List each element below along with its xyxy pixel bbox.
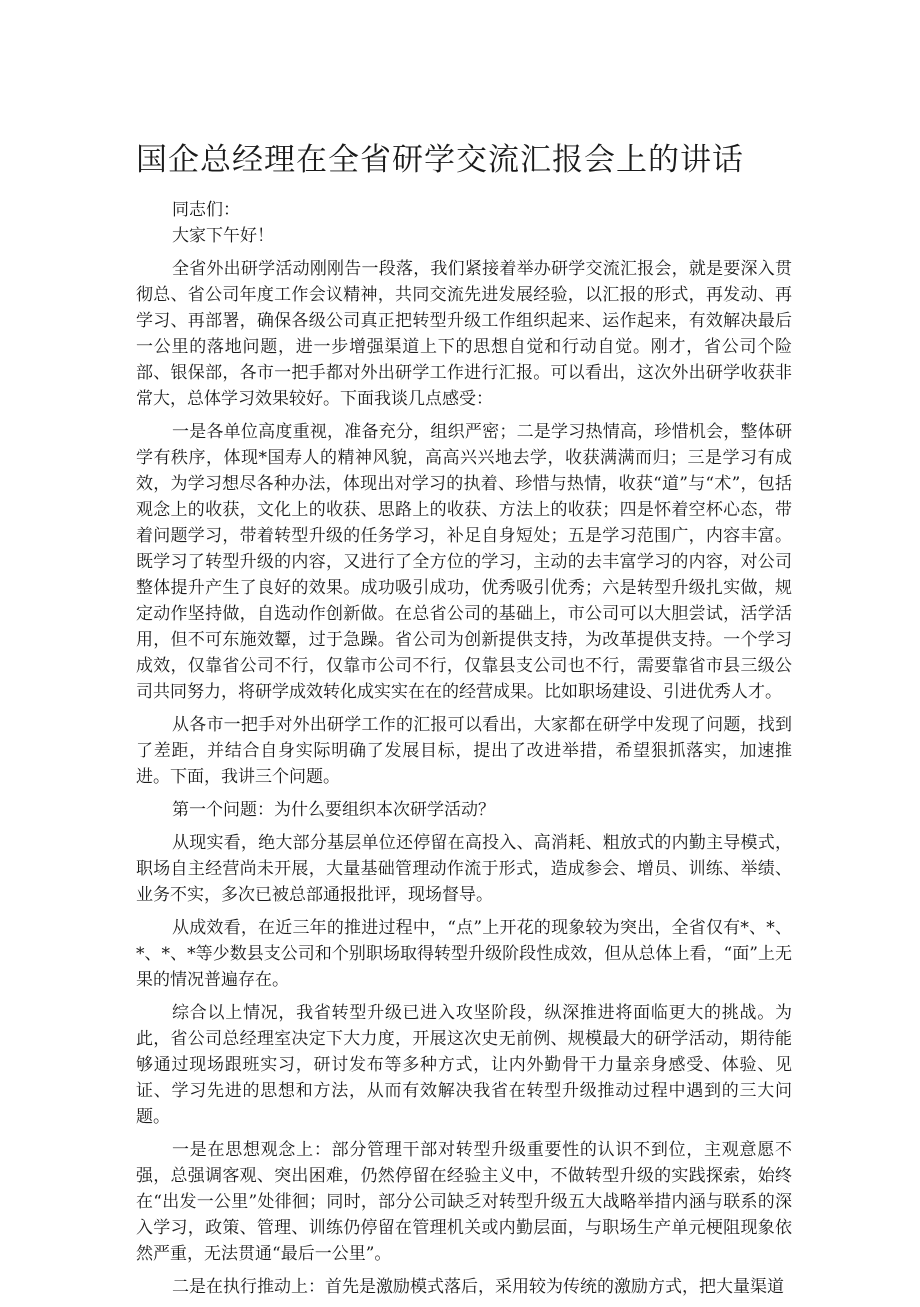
document-title: 国企总经理在全省研学交流汇报会上的讲话 — [136, 142, 744, 178]
section-heading: 第一个问题：为什么要组织本次研学活动？ — [172, 800, 495, 820]
body-paragraph: 一是各单位高度重视，准备充分，组织严密；二是学习热情高，珍惜机会，整体研学有秩序，体现*国寿人的精神风貌，高高兴兴地去学，收获满满而归；三是学习有成效，为学习想尽各种办法，体现出对学习的执着、珍惜与热情，收获“道”与“术”，包括观念上的收获，文化上的收获、思路上的收获、方法上的收获；四是怀着空杯心态，带着问题学习，带着转型升级的任务学习，补足自身短处；五是学习范围广，内容丰富。既学习了转型升级的内容，又进行了全方位的学习，主动的去丰富学习的内容，对公司整体提升产生了良好的效果。成功吸引成功，优秀吸引优秀；六是转型升级扎实做，规定动作坚持做，自选动作创新做。在总省公司的基础上，市公司可以大胆尝试，活学活用，但不可东施效颦，过于急躁。省公司为创新提供支持，为改革提供支持。一个学习成效，仅靠省公司不行，仅靠市公司不行，仅靠县支公司也不行，需要靠省市县三级公司共同努力，将研学成效转化成实实在在的经营成果。比如职场建设、引进优秀人才。 — [136, 422, 792, 702]
body-paragraph: 二是在执行推动上：首先是激励模式落后，采用较为传统的激励方式，把大量渠道 — [172, 1277, 784, 1297]
salutation: 同志们： — [172, 200, 240, 220]
body-paragraph: 从现实看，绝大部分基层单位还停留在高投入、高消耗、粗放式的内勤主导模式，职场自主经营尚未开展，大量基础管理动作流于形式，造成参会、增员、训练、举绩、业务不实，多次已被总部通报批评，现场督导。 — [136, 833, 792, 905]
body-paragraph: 全省外出研学活动刚刚告一段落，我们紧接着举办研学交流汇报会，就是要深入贯彻总、省公司年度工作会议精神，共同交流先进发展经验，以汇报的形式，再发动、再学习、再部署，确保各级公司真正把转型升级工作组织起来、运作起来，有效解决最后一公里的落地问题，进一步增强渠道上下的思想自觉和行动自觉。刚才，省公司个险部、银保部，各市一把手都对外出研学工作进行汇报。可以看出，这次外出研学收获非常大，总体学习效果较好。下面我谈几点感受： — [136, 259, 792, 409]
body-paragraph: 综合以上情况，我省转型升级已进入攻坚阶段，纵深推进将面临更大的挑战。为此，省公司总经理室决定下大力度，开展这次史无前例、规模最大的研学活动，期待能够通过现场跟班实习，研讨发布等多种方式，让内外勤骨干力量亲身感受、体验、见证、学习先进的思想和方法，从而有效解决我省在转型升级推动过程中遇到的三大问题。 — [136, 1003, 792, 1127]
body-paragraph: 一是在思想观念上：部分管理干部对转型升级重要性的认识不到位，主观意愿不强，总强调客观、突出困难，仍然停留在经验主义中，不做转型升级的实践探索，始终在“出发一公里”处徘徊；同时，部分公司缺乏对转型升级五大战略举措内涵与联系的深入学习，政策、管理、训练仍停留在管理机关或内勤层面，与职场生产单元梗阻现象依然严重，无法贯通“最后一公里”。 — [136, 1140, 792, 1264]
greeting: 大家下午好！ — [172, 226, 274, 246]
document-body — [136, 197, 792, 1307]
body-paragraph: 从各市一把手对外出研学工作的汇报可以看出，大家都在研学中发现了问题，找到了差距，并结合自身实际明确了发展目标，提出了改进举措，希望狠抓落实，加速推进。下面，我讲三个问题。 — [136, 715, 792, 787]
body-paragraph: 从成效看，在近三年的推进过程中，“点”上开花的现象较为突出，全省仅有*、*、*、*、*等少数县支公司和个别职场取得转型升级阶段性成效，但从总体上看，“面”上无果的情况普遍存在。 — [136, 918, 792, 990]
